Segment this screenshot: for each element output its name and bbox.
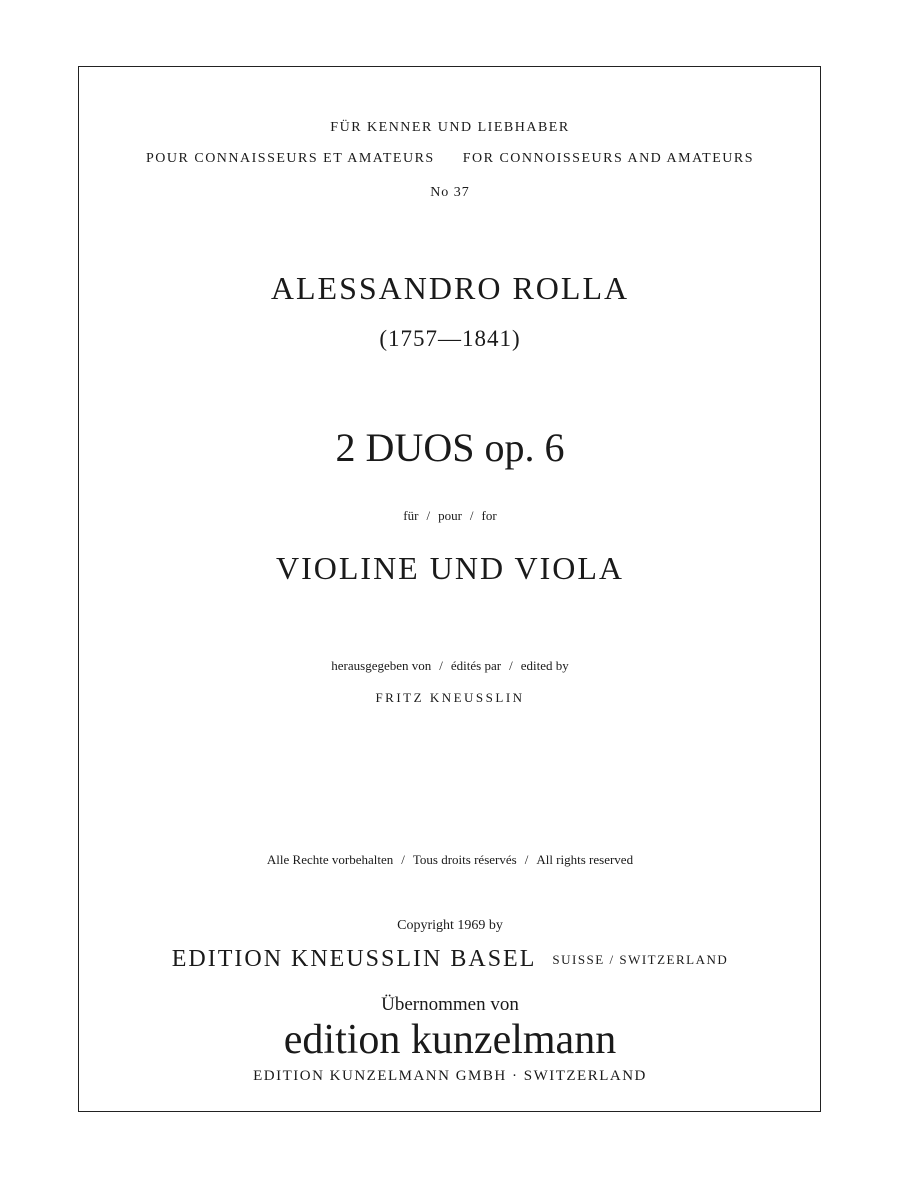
separator: / [469,508,474,523]
rights-english: All rights reserved [536,852,634,867]
edited-by-english: edited by [520,658,569,673]
taken-over-note: Übernommen von [381,994,519,1015]
separator: / [439,658,443,673]
publisher-location: SUISSE / SWITZERLAND [552,952,729,967]
for-french: pour [438,508,462,523]
publisher-name: EDITION KNEUSSLIN BASEL [171,946,537,972]
instrumentation: VIOLINE UND VIOLA [275,550,624,586]
rights-german: Alle Rechte vorbehalten [266,852,394,867]
publisher-brand: edition kunzelmann [283,1017,617,1063]
series-title-german: FÜR KENNER UND LIEBHABER [330,120,570,135]
series-title-english: FOR CONNOISSEURS AND AMATEURS [462,151,754,166]
edited-by-french: édités par [450,658,502,673]
for-english: for [481,508,497,523]
edited-by-line [0,658,900,674]
for-line [0,508,900,524]
for-german: für [403,508,419,523]
rights-french: Tous droits réservés [412,852,517,867]
work-title: 2 DUOS op. 6 [335,425,565,470]
publisher-line [0,946,900,973]
publisher-company: EDITION KUNZELMANN GMBH · SWITZERLAND [253,1068,647,1084]
rights-line [0,852,900,868]
editor-name: FRITZ KNEUSSLIN [375,690,525,705]
composer-name: ALESSANDRO ROLLA [270,270,630,306]
composer-dates: (1757—1841) [379,326,521,351]
separator: / [509,658,513,673]
copyright-notice: Copyright 1969 by [397,918,503,933]
series-title-french: POUR CONNAISSEURS ET AMATEURS [146,151,435,166]
series-title-french-english [0,151,900,167]
series-number: No 37 [430,185,470,200]
separator: / [426,508,431,523]
edited-by-german: herausgegeben von [331,658,432,673]
separator: / [524,852,529,867]
separator: / [401,852,405,867]
